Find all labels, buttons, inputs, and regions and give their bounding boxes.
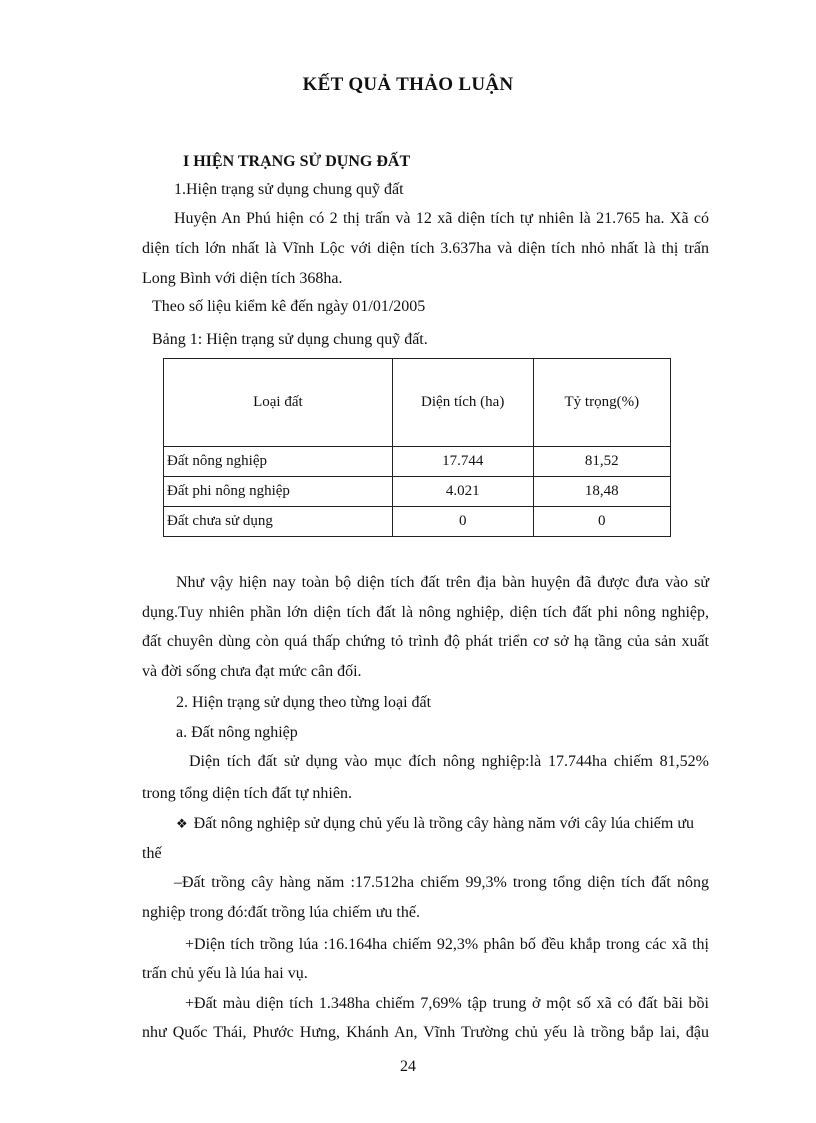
paragraph-line: +Đất màu diện tích 1.348ha chiếm 7,69% tập trung ở một số xã có đất bãi bồi [185,995,709,1012]
paragraph-line: như Quốc Thái, Phước Hưng, Khánh An, Vĩnh Trường chủ yếu là trồng bắp lai, đậu [142,1024,709,1041]
page-number: 24 [400,1058,416,1075]
paragraph-line: diện tích lớn nhất là Vĩnh Lộc với diện tích 3.637ha và diện tích nhỏ nhất là thị trấn [142,240,709,257]
bullet-text: Đất nông nghiệp sử dụng chủ yếu là trồng cây hàng năm với cây lúa chiếm ưu [193,815,694,832]
cell-land-type: Đất phi nông nghiệp [164,477,393,507]
diamond-bullet-icon: ❖ [176,817,188,832]
table-row [164,477,671,507]
bullet-first-line [176,814,694,835]
paragraph-line: Như vậy hiện nay toàn bộ diện tích đất trên địa bàn huyện đã được đưa vào sử [176,574,709,591]
paragraph-line: nghiệp trong đó:đất trồng lúa chiếm ưu thế. [142,904,420,921]
cell-area: 0 [392,507,533,537]
paragraph-line: –Đất trồng cây hàng năm :17.512ha chiếm 99,3% trong tổng diện tích đất nông [174,874,709,891]
table-row [164,447,671,477]
paragraph-line: trấn chủ yếu là lúa hai vụ. [142,965,308,982]
cell-percent: 0 [533,507,670,537]
paragraph-line: và đời sống chưa đạt mức cân đối. [142,663,362,680]
section-heading: I HIỆN TRẠNG SỬ DỤNG ĐẤT [183,153,411,170]
bullet-continuation: thế [142,845,162,862]
cell-percent: 81,52 [533,447,670,477]
cell-area: 4.021 [392,477,533,507]
subsection-heading-2: 2. Hiện trạng sử dụng theo từng loại đất [176,694,432,711]
table-header-row [164,359,671,447]
paragraph-line: +Diện tích trồng lúa :16.164ha chiếm 92,3% phân bố đều khắp trong các xã thị [185,936,709,953]
cell-area: 17.744 [392,447,533,477]
subsection-heading-1: 1.Hiện trạng sử dụng chung quỹ đất [174,181,404,198]
paragraph-line: dụng.Tuy nhiên phần lớn diện tích đất là nông nghiệp, diện tích đất phi nông nghiệp, [142,604,709,621]
land-use-table [163,358,671,537]
paragraph-line: Huyện An Phú hiện có 2 thị trấn và 12 xã diện tích tự nhiên là 21.765 ha. Xã có [174,210,709,227]
paragraph-line: trong tổng diện tích đất tự nhiên. [142,785,352,802]
cell-land-type: Đất nông nghiệp [164,447,393,477]
source-note: Theo số liệu kiểm kê đến ngày 01/01/2005 [152,298,426,315]
header-percent: Tỷ trọng(%) [533,359,670,447]
paragraph-line: đất chuyên dùng còn quá thấp chứng tỏ trình độ phát triển cơ sở hạ tầng của sản xuất [142,633,709,650]
table-row [164,507,671,537]
page-title: KẾT QUẢ THẢO LUẬN [302,74,514,95]
paragraph-line: Diện tích đất sử dụng vào mục đích nông nghiệp:là 17.744ha chiếm 81,52% [189,753,709,770]
header-land-type: Loại đất [164,359,393,447]
paragraph-line: Long Bình với diện tích 368ha. [142,270,343,287]
cell-land-type: Đất chưa sử dụng [164,507,393,537]
header-area: Diện tích (ha) [392,359,533,447]
table-caption: Bảng 1: Hiện trạng sử dụng chung quỹ đất. [152,331,428,348]
cell-percent: 18,48 [533,477,670,507]
subsection-heading-2a: a. Đất nông nghiệp [176,724,298,741]
